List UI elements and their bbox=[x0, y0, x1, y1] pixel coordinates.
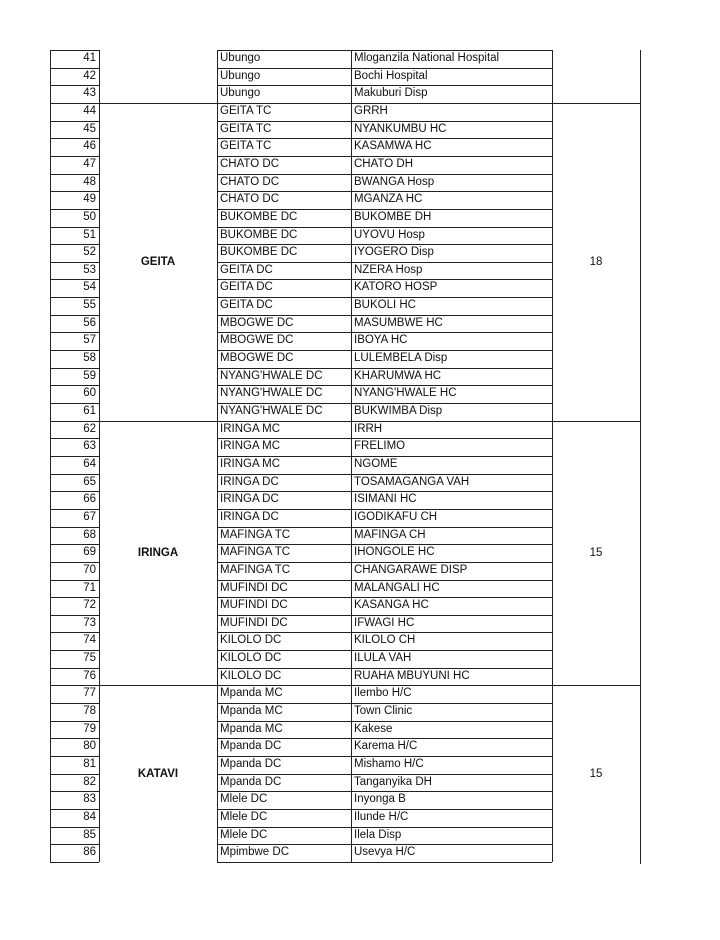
row-rule bbox=[217, 597, 552, 598]
row-rule bbox=[217, 103, 552, 104]
row-rule bbox=[217, 809, 552, 810]
district-cell: IRINGA MC bbox=[220, 457, 281, 470]
facility-cell: IFWAGI HC bbox=[354, 616, 415, 629]
facility-cell: KHARUMWA HC bbox=[354, 369, 442, 382]
row-number: 44 bbox=[83, 104, 96, 117]
row-number: 49 bbox=[83, 193, 96, 206]
facility-cell: NYANG'HWALE HC bbox=[354, 387, 457, 400]
region-divider bbox=[99, 685, 217, 686]
row-rule bbox=[50, 174, 99, 175]
facility-cell: MAFINGA CH bbox=[354, 528, 426, 541]
facility-cell: Mloganzila National Hospital bbox=[354, 52, 500, 64]
region-name: GEITA bbox=[140, 255, 176, 268]
row-rule bbox=[217, 703, 552, 704]
district-cell: MAFINGA TC bbox=[220, 546, 291, 559]
row-rule bbox=[50, 632, 99, 633]
row-rule bbox=[217, 650, 552, 651]
row-rule bbox=[50, 809, 99, 810]
row-rule bbox=[50, 350, 99, 351]
row-rule bbox=[50, 685, 99, 686]
row-number: 74 bbox=[83, 634, 96, 647]
row-rule bbox=[217, 85, 552, 86]
row-number: 56 bbox=[83, 316, 96, 329]
row-rule bbox=[217, 121, 552, 122]
row-rule bbox=[217, 68, 552, 69]
facility-cell: IRRH bbox=[354, 422, 383, 435]
row-rule bbox=[50, 650, 99, 651]
district-cell: BUKOMBE DC bbox=[220, 246, 298, 259]
row-number: 75 bbox=[83, 652, 96, 665]
row-rule bbox=[217, 368, 552, 369]
facility-cell: Usevya H/C bbox=[354, 846, 416, 859]
district-cell: MUFINDI DC bbox=[220, 581, 288, 594]
row-number: 43 bbox=[83, 87, 96, 100]
district-cell: KILOLO DC bbox=[220, 652, 282, 665]
column-rule bbox=[351, 50, 352, 862]
district-cell: IRINGA DC bbox=[220, 475, 279, 488]
row-rule bbox=[50, 279, 99, 280]
facility-cell: BWANGA Hosp bbox=[354, 175, 435, 188]
row-rule bbox=[50, 562, 99, 563]
facility-cell: Ilela Disp bbox=[354, 828, 402, 841]
facility-cell: KASANGA HC bbox=[354, 599, 429, 612]
row-number: 80 bbox=[83, 740, 96, 753]
row-rule bbox=[217, 403, 552, 404]
district-cell: GEITA TC bbox=[220, 140, 272, 153]
column-rule bbox=[217, 50, 218, 862]
facility-cell: Town Clinic bbox=[354, 705, 413, 718]
row-number: 42 bbox=[83, 69, 96, 82]
row-number: 83 bbox=[83, 793, 96, 806]
facility-cell: Inyonga B bbox=[354, 793, 406, 806]
facility-cell: Makuburi Disp bbox=[354, 87, 428, 100]
facility-cell: Tanganyika DH bbox=[354, 775, 432, 788]
district-cell: NYANG'HWALE DC bbox=[220, 387, 323, 400]
district-cell: Ubungo bbox=[220, 52, 261, 64]
row-rule bbox=[50, 827, 99, 828]
column-rule bbox=[99, 50, 100, 862]
facility-cell: NGOME bbox=[354, 457, 398, 470]
row-rule bbox=[217, 756, 552, 757]
facility-cell: IHONGOLE HC bbox=[354, 546, 435, 559]
row-rule bbox=[217, 474, 552, 475]
right-rule bbox=[640, 50, 641, 864]
district-cell: GEITA TC bbox=[220, 104, 272, 117]
district-cell: CHATO DC bbox=[220, 157, 279, 170]
facility-cell: Bochi Hospital bbox=[354, 69, 428, 82]
row-number: 53 bbox=[83, 263, 96, 276]
row-rule bbox=[217, 685, 552, 686]
facility-count: 18 bbox=[589, 255, 603, 268]
region-divider bbox=[99, 421, 217, 422]
row-number: 84 bbox=[83, 810, 96, 823]
row-rule bbox=[50, 438, 99, 439]
row-rule bbox=[217, 315, 552, 316]
row-rule bbox=[50, 544, 99, 545]
row-rule bbox=[217, 332, 552, 333]
district-cell: IRINGA DC bbox=[220, 493, 279, 506]
row-number: 76 bbox=[83, 669, 96, 682]
row-number: 59 bbox=[83, 369, 96, 382]
row-number: 48 bbox=[83, 175, 96, 188]
row-rule bbox=[217, 738, 552, 739]
facility-cell: ILULA VAH bbox=[354, 652, 412, 665]
district-cell: GEITA DC bbox=[220, 263, 273, 276]
row-rule bbox=[50, 738, 99, 739]
facility-cell: FRELIMO bbox=[354, 440, 406, 453]
district-cell: MAFINGA TC bbox=[220, 563, 291, 576]
facility-cell: MALANGALI HC bbox=[354, 581, 440, 594]
facility-cell: RUAHA MBUYUNI HC bbox=[354, 669, 470, 682]
row-rule bbox=[50, 403, 99, 404]
row-number: 60 bbox=[83, 387, 96, 400]
facility-cell: Ilembo H/C bbox=[354, 687, 412, 700]
row-rule bbox=[217, 350, 552, 351]
row-number: 82 bbox=[83, 775, 96, 788]
row-rule bbox=[217, 227, 552, 228]
row-number: 52 bbox=[83, 246, 96, 259]
row-number: 62 bbox=[83, 422, 96, 435]
facility-cell: NZERA Hosp bbox=[354, 263, 423, 276]
row-rule bbox=[217, 421, 552, 422]
row-rule bbox=[50, 332, 99, 333]
facility-cell: KASAMWA HC bbox=[354, 140, 432, 153]
row-number: 65 bbox=[83, 475, 96, 488]
row-rule bbox=[217, 791, 552, 792]
facility-count: 15 bbox=[589, 767, 603, 780]
district-cell: Ubungo bbox=[220, 69, 261, 82]
row-rule bbox=[217, 156, 552, 157]
facility-cell: LULEMBELA Disp bbox=[354, 352, 448, 365]
row-rule bbox=[217, 244, 552, 245]
row-rule bbox=[50, 209, 99, 210]
district-cell: Mpanda DC bbox=[220, 775, 282, 788]
facility-cell: MASUMBWE HC bbox=[354, 316, 443, 329]
row-number: 63 bbox=[83, 440, 96, 453]
row-rule bbox=[217, 827, 552, 828]
district-cell: CHATO DC bbox=[220, 175, 279, 188]
district-cell: NYANG'HWALE DC bbox=[220, 405, 323, 417]
row-rule bbox=[50, 385, 99, 386]
column-rule bbox=[50, 50, 51, 862]
row-number: 64 bbox=[83, 457, 96, 470]
row-number: 66 bbox=[83, 493, 96, 506]
facility-cell: BUKOMBE DH bbox=[354, 210, 432, 223]
row-rule bbox=[217, 174, 552, 175]
row-number: 73 bbox=[83, 616, 96, 629]
row-rule bbox=[217, 844, 552, 845]
row-number: 69 bbox=[83, 546, 96, 559]
district-cell: MAFINGA TC bbox=[220, 528, 291, 541]
row-rule bbox=[50, 721, 99, 722]
row-rule bbox=[217, 262, 552, 263]
district-cell: Mpanda DC bbox=[220, 740, 282, 753]
row-rule bbox=[50, 580, 99, 581]
row-rule bbox=[217, 491, 552, 492]
district-cell: GEITA TC bbox=[220, 122, 272, 135]
row-number: 71 bbox=[83, 581, 96, 594]
facility-cell: UYOVU Hosp bbox=[354, 228, 425, 241]
row-rule bbox=[50, 156, 99, 157]
facility-cell: CHANGARAWE DISP bbox=[354, 563, 468, 576]
facility-cell: IYOGERO Disp bbox=[354, 246, 434, 259]
district-cell: KILOLO DC bbox=[220, 669, 282, 682]
row-rule bbox=[50, 756, 99, 757]
row-rule bbox=[217, 438, 552, 439]
row-rule bbox=[50, 615, 99, 616]
row-rule bbox=[217, 456, 552, 457]
region-name: KATAVI bbox=[137, 767, 179, 780]
district-cell: MBOGWE DC bbox=[220, 334, 294, 347]
row-rule bbox=[50, 138, 99, 139]
row-rule bbox=[50, 68, 99, 69]
row-number: 72 bbox=[83, 599, 96, 612]
row-rule bbox=[50, 244, 99, 245]
row-number: 61 bbox=[83, 405, 96, 417]
facility-cell: BUKWIMBA Disp bbox=[354, 405, 443, 417]
facility-cell: NYANKUMBU HC bbox=[354, 122, 447, 135]
district-cell: Mpanda DC bbox=[220, 758, 282, 770]
region-divider bbox=[552, 685, 640, 686]
row-rule bbox=[50, 791, 99, 792]
facility-cell: IBOYA HC bbox=[354, 334, 408, 347]
row-rule bbox=[50, 85, 99, 86]
row-rule bbox=[50, 703, 99, 704]
facility-cell: KILOLO CH bbox=[354, 634, 416, 647]
facility-cell: KATORO HOSP bbox=[354, 281, 438, 294]
row-rule bbox=[50, 50, 99, 51]
row-rule bbox=[50, 368, 99, 369]
row-number: 86 bbox=[83, 846, 96, 859]
district-cell: MBOGWE DC bbox=[220, 352, 294, 365]
district-cell: CHATO DC bbox=[220, 193, 279, 206]
facility-cell: Mishamo H/C bbox=[354, 758, 424, 770]
row-number: 50 bbox=[83, 210, 96, 223]
row-number: 85 bbox=[83, 828, 96, 841]
row-number: 51 bbox=[83, 228, 96, 241]
row-rule bbox=[217, 191, 552, 192]
row-rule bbox=[50, 527, 99, 528]
district-cell: Mlele DC bbox=[220, 793, 268, 806]
district-cell: Mlele DC bbox=[220, 810, 268, 823]
district-cell: GEITA DC bbox=[220, 299, 273, 312]
row-rule bbox=[50, 191, 99, 192]
row-rule bbox=[50, 121, 99, 122]
row-rule bbox=[217, 209, 552, 210]
row-rule bbox=[50, 844, 99, 845]
row-number: 46 bbox=[83, 140, 96, 153]
facility-cell: ISIMANI HC bbox=[354, 493, 417, 506]
row-number: 54 bbox=[83, 281, 96, 294]
district-cell: KILOLO DC bbox=[220, 634, 282, 647]
facility-cell: Kakese bbox=[354, 722, 393, 735]
region-name: IRINGA bbox=[137, 547, 179, 560]
row-rule bbox=[217, 138, 552, 139]
facility-cell: Karema H/C bbox=[354, 740, 418, 753]
district-cell: MBOGWE DC bbox=[220, 316, 294, 329]
row-rule bbox=[217, 580, 552, 581]
row-rule bbox=[217, 279, 552, 280]
row-rule bbox=[217, 50, 552, 51]
row-number: 41 bbox=[83, 52, 96, 64]
row-number: 79 bbox=[83, 722, 96, 735]
district-cell: IRINGA MC bbox=[220, 440, 281, 453]
row-rule bbox=[217, 721, 552, 722]
region-divider bbox=[552, 103, 640, 104]
district-cell: NYANG'HWALE DC bbox=[220, 369, 323, 382]
row-rule bbox=[50, 315, 99, 316]
district-cell: MUFINDI DC bbox=[220, 616, 288, 629]
district-cell: GEITA DC bbox=[220, 281, 273, 294]
facility-cell: Ilunde H/C bbox=[354, 810, 409, 823]
row-rule bbox=[217, 385, 552, 386]
district-cell: Mpanda MC bbox=[220, 687, 283, 700]
facility-count: 15 bbox=[589, 547, 603, 560]
row-rule bbox=[50, 456, 99, 457]
row-rule bbox=[217, 615, 552, 616]
table-bottom-rule bbox=[217, 862, 552, 863]
row-rule bbox=[217, 297, 552, 298]
row-number: 77 bbox=[83, 687, 96, 700]
region-divider bbox=[552, 421, 640, 422]
row-rule bbox=[50, 227, 99, 228]
row-number: 55 bbox=[83, 299, 96, 312]
district-cell: BUKOMBE DC bbox=[220, 210, 298, 223]
row-rule bbox=[217, 562, 552, 563]
row-rule bbox=[217, 668, 552, 669]
table-bottom-rule bbox=[50, 862, 99, 863]
column-rule bbox=[552, 50, 553, 862]
district-cell: MUFINDI DC bbox=[220, 599, 288, 612]
row-number: 47 bbox=[83, 157, 96, 170]
row-number: 58 bbox=[83, 352, 96, 365]
row-rule bbox=[50, 297, 99, 298]
district-cell: BUKOMBE DC bbox=[220, 228, 298, 241]
row-rule bbox=[217, 774, 552, 775]
district-cell: IRINGA DC bbox=[220, 510, 279, 523]
facility-cell: MGANZA HC bbox=[354, 193, 423, 206]
row-rule bbox=[217, 544, 552, 545]
row-number: 67 bbox=[83, 510, 96, 523]
row-number: 70 bbox=[83, 563, 96, 576]
district-cell: Mpanda MC bbox=[220, 722, 283, 735]
facility-cell: TOSAMAGANGA VAH bbox=[354, 475, 470, 488]
facility-cell: BUKOLI HC bbox=[354, 299, 416, 312]
district-cell: IRINGA MC bbox=[220, 422, 281, 435]
facility-cell: IGODIKAFU CH bbox=[354, 510, 438, 523]
row-rule bbox=[217, 632, 552, 633]
row-rule bbox=[50, 509, 99, 510]
district-cell: Mlele DC bbox=[220, 828, 268, 841]
row-rule bbox=[50, 597, 99, 598]
row-rule bbox=[50, 103, 99, 104]
row-number: 81 bbox=[83, 758, 96, 770]
row-rule bbox=[50, 421, 99, 422]
row-rule bbox=[217, 509, 552, 510]
row-rule bbox=[50, 668, 99, 669]
district-cell: Mpanda MC bbox=[220, 705, 283, 718]
row-rule bbox=[50, 491, 99, 492]
row-number: 68 bbox=[83, 528, 96, 541]
region-divider bbox=[99, 103, 217, 104]
facility-cell: GRRH bbox=[354, 104, 388, 117]
row-rule bbox=[217, 527, 552, 528]
row-number: 45 bbox=[83, 122, 96, 135]
row-rule bbox=[50, 774, 99, 775]
row-number: 78 bbox=[83, 705, 96, 718]
row-rule bbox=[50, 474, 99, 475]
district-cell: Ubungo bbox=[220, 87, 261, 100]
district-cell: Mpimbwe DC bbox=[220, 846, 290, 859]
facility-cell: CHATO DH bbox=[354, 157, 413, 170]
row-number: 57 bbox=[83, 334, 96, 347]
row-rule bbox=[50, 262, 99, 263]
